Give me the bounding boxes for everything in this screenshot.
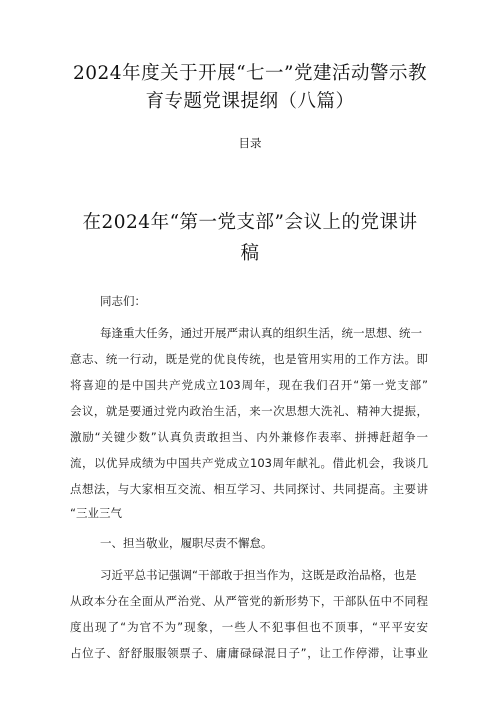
paragraph-1-line: “三业三气 bbox=[70, 506, 122, 520]
paragraph-1-line: 流，以优异成绩为中国共产党成立103周年献礼。借此机会，我谈几 bbox=[70, 456, 428, 470]
paragraph-2-line: 度出现了“为官不为”现象，一些人不犯事但也不顶事，“平平安安 bbox=[70, 620, 428, 634]
paragraph-2-line: 从政本分在全面从严治党、从严管党的新形势下，干部队伍中不同程 bbox=[70, 594, 428, 608]
paragraph-1-line: 会议，就是要通过党内政治生活，来一次思想大洗礼、精神大提振， bbox=[70, 404, 428, 418]
document-title-line-1: 2024年度关于开展“七一”党建活动警示教 bbox=[73, 63, 427, 84]
point-1-heading: 一、担当敬业，履职尽责不懈怠。 bbox=[100, 536, 273, 550]
section-heading-line-1: 在2024年“第一党支部”会议上的党课讲 bbox=[82, 212, 418, 233]
section-heading-line-2: 稿 bbox=[240, 243, 260, 264]
paragraph-1-line: 激励“关键少数”认真负责敢担当、内外兼修作表率、拼搏赶超争一 bbox=[70, 430, 428, 444]
paragraph-1-line: 意志、统一行动，既是党的优良传统，也是管用实用的工作方法。即 bbox=[70, 352, 428, 366]
paragraph-2-line: 习近平总书记强调“干部敢于担当作为，这既是政治品格，也是 bbox=[100, 568, 417, 582]
paragraph-1-line: 点想法，与大家相互交流、相互学习、共同探讨、共同提高。主要讲 bbox=[70, 482, 428, 496]
paragraph-2-line: 占位子、舒舒服服领票子、庸庸碌碌混日子”，让工作停滞，让事业 bbox=[70, 646, 428, 660]
table-of-contents-label: 目录 bbox=[238, 136, 262, 150]
document-title-line-2: 育专题党课提纲（八篇） bbox=[145, 91, 355, 112]
paragraph-1-line: 将喜迎的是中国共产党成立103周年，现在我们召开“第一党支部” bbox=[70, 378, 428, 392]
paragraph-1-line: 每逢重大任务，通过开展严肃认真的组织生活，统一思想、统一 bbox=[100, 326, 422, 340]
salutation: 同志们： bbox=[100, 294, 146, 308]
